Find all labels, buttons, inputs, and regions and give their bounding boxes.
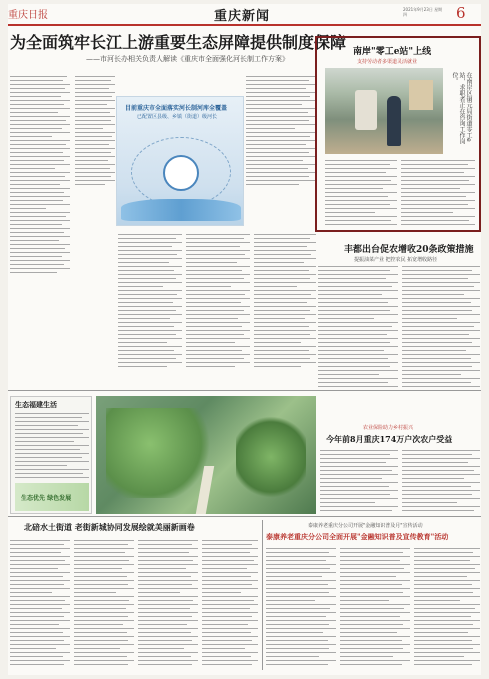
bottom-left-column-3 bbox=[138, 540, 198, 670]
lead-column-6 bbox=[254, 234, 316, 384]
bottom-left-headline: 北碚水土街道 老街新城协同发展绘就美丽新画卷 bbox=[24, 522, 195, 532]
eco-life-box bbox=[10, 396, 92, 514]
lead-column-2 bbox=[75, 76, 115, 246]
lead-headline: 为全面筑牢长江上游重要生态屏障提供制度保障 bbox=[10, 33, 347, 52]
eco-life-caption: 生态优先 绿色发展 bbox=[21, 495, 72, 502]
lead-column-1 bbox=[10, 76, 70, 376]
green-landscape-photo bbox=[96, 396, 316, 514]
infographic-center-icon bbox=[163, 155, 199, 191]
feature-column-2 bbox=[401, 160, 475, 230]
issue-date: 2021年9月23日 星期四 bbox=[403, 7, 443, 17]
lead-column-5 bbox=[186, 234, 250, 384]
right-kicker: 农业保险助力乡村振兴 bbox=[363, 425, 414, 431]
eco-life-banner bbox=[15, 483, 89, 511]
bottom-right-headline: 泰康养老重庆分公司全面开展"金融知识普及宣传教育"活动 bbox=[266, 532, 449, 541]
feature-headline: 南岸"零工e站"上线 bbox=[353, 47, 432, 57]
middle-column-2 bbox=[402, 266, 480, 396]
bottom-left-column-1 bbox=[10, 540, 70, 670]
newspaper-logo: 重庆日报 bbox=[8, 10, 48, 21]
feature-subhead: 支持劳动者多渠道灵活就业 bbox=[357, 59, 418, 65]
infographic-title: 目前重庆市全面落实河长制河库全覆盖 bbox=[125, 105, 228, 112]
bottom-right-column-1 bbox=[266, 548, 336, 672]
middle-headline: 丰都出台促农增收20条政策措施 bbox=[344, 245, 474, 255]
page-number: 6 bbox=[456, 4, 466, 22]
right-headline: 今年前8月重庆174万户次农户受益 bbox=[326, 434, 453, 444]
infographic-subtitle: 已配置区县级、乡镇（街道）级河长 bbox=[137, 114, 218, 120]
masthead-rule bbox=[8, 24, 481, 26]
river-chief-infographic bbox=[116, 96, 244, 226]
feature-photo-caption: 在南岸区铜元局街道零工e站，求职者正在咨询工作岗位。 bbox=[451, 72, 472, 144]
middle-subhead: 提振油菜产业 把控农民 拓宽增收路径 bbox=[354, 257, 438, 263]
bottom-left-column-2 bbox=[74, 540, 134, 670]
right-column-1 bbox=[320, 450, 398, 514]
bottom-right-column-2 bbox=[340, 548, 410, 672]
river-illustration bbox=[121, 199, 241, 221]
feature-photo bbox=[325, 68, 443, 154]
lead-subhead: ——市河长办相关负责人解读《重庆市全面强化河长制工作方案》 bbox=[86, 55, 289, 63]
section-title: 重庆新闻 bbox=[214, 9, 271, 24]
feature-box bbox=[315, 36, 481, 232]
bottom-left-column-4 bbox=[202, 540, 258, 670]
lead-column-4 bbox=[118, 234, 182, 384]
feature-column-1 bbox=[325, 160, 397, 230]
eco-life-title: 生态福建生活 bbox=[15, 400, 57, 409]
bottom-right-kicker: 泰康养老重庆分公司开展"金融知识普及月"宣传活动 bbox=[308, 523, 423, 529]
bottom-right-column-3 bbox=[414, 548, 480, 672]
eco-life-text bbox=[15, 413, 89, 479]
middle-column-1 bbox=[318, 266, 398, 396]
newspaper-page bbox=[8, 4, 481, 675]
right-column-2 bbox=[402, 450, 480, 514]
lead-column-3 bbox=[246, 76, 316, 226]
